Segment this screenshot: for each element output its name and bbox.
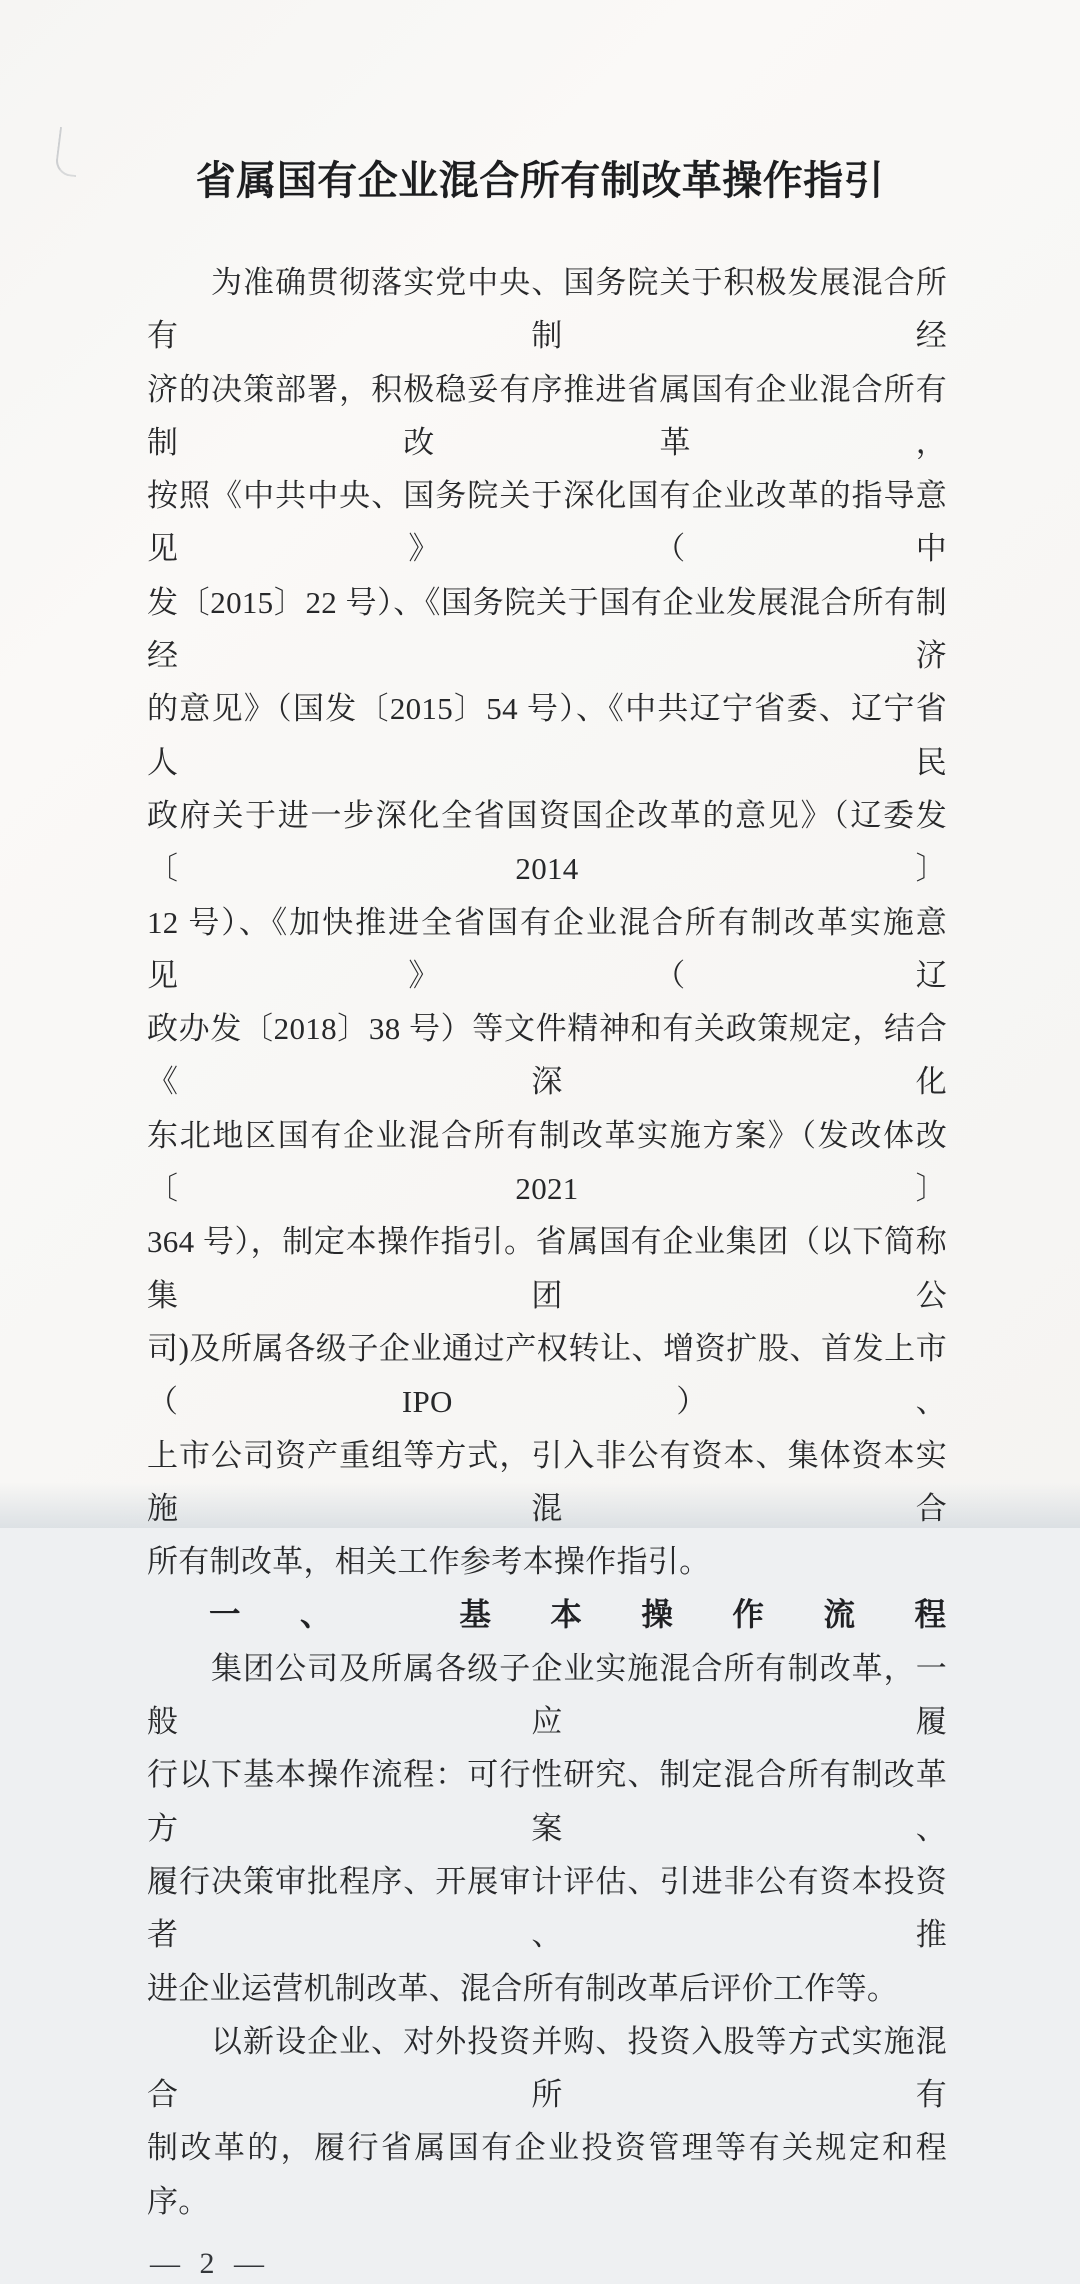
text-line: 的意见》（国发〔2015〕54 号）、《中共辽宁省委、辽宁省人民	[147, 691, 947, 780]
text-line: 行以下基本操作流程：可行性研究、制定混合所有制改革方案、	[147, 1757, 947, 1846]
text-line: 制改革的，履行省属国有企业投资管理等有关规定和程序。	[147, 2130, 947, 2219]
text-line: 12 号）、《加快推进全省国有企业混合所有制改革实施意见》（辽	[147, 904, 947, 993]
text-line: 按照《中共中央、国务院关于深化国有企业改革的指导意见》（中	[147, 478, 947, 567]
text-line: 政办发〔2018〕38 号）等文件精神和有关政策规定，结合《深化	[147, 1011, 947, 1100]
section-paragraph	[147, 1642, 947, 2015]
text-line: 所有制改革，相关工作参考本操作指引。	[147, 1544, 711, 1580]
section-paragraph	[147, 2015, 947, 2228]
text-line: 发〔2015〕22 号）、《国务院关于国有企业发展混合所有制经济	[147, 584, 947, 674]
intro-paragraph	[147, 256, 947, 1588]
text-line: 集团公司及所属各级子企业实施混合所有制改革，一般应履	[147, 1650, 947, 1740]
document-body	[147, 256, 947, 2228]
text-line: 履行决策审批程序、开展审计评估、引进非公有资本投资者、推	[147, 1863, 947, 1953]
text-line: 政府关于进一步深化全省国资国企改革的意见》（辽委发〔2014〕	[147, 797, 947, 887]
text-line: 东北地区国有企业混合所有制改革实施方案》（发改体改〔2021〕	[147, 1117, 947, 1207]
document-title: 省属国有企业混合所有制改革操作指引	[195, 158, 885, 203]
text-line: 进企业运营机制改革、混合所有制改革后评价工作等。	[147, 1970, 899, 2006]
text-line: 364 号），制定本操作指引。省属国有企业集团（以下简称集团公	[147, 1224, 947, 1313]
text-line: 上市公司资产重组等方式，引入非公有资本、集体资本实施混合	[147, 1437, 947, 1526]
text-line: 司)及所属各级子企业通过产权转让、增资扩股、首发上市（IPO）、	[147, 1330, 947, 1420]
page-number: — 2 —	[150, 2246, 270, 2280]
text-line: 以新设企业、对外投资并购、投资入股等方式实施混合所有	[147, 2023, 947, 2113]
section-heading: 一、 基本操作流程	[209, 1596, 947, 1633]
text-line: 济的决策部署，积极稳妥有序推进省属国有企业混合所有制改革，	[147, 371, 947, 460]
text-line: 为准确贯彻落实党中央、国务院关于积极发展混合所有制经	[147, 265, 947, 354]
